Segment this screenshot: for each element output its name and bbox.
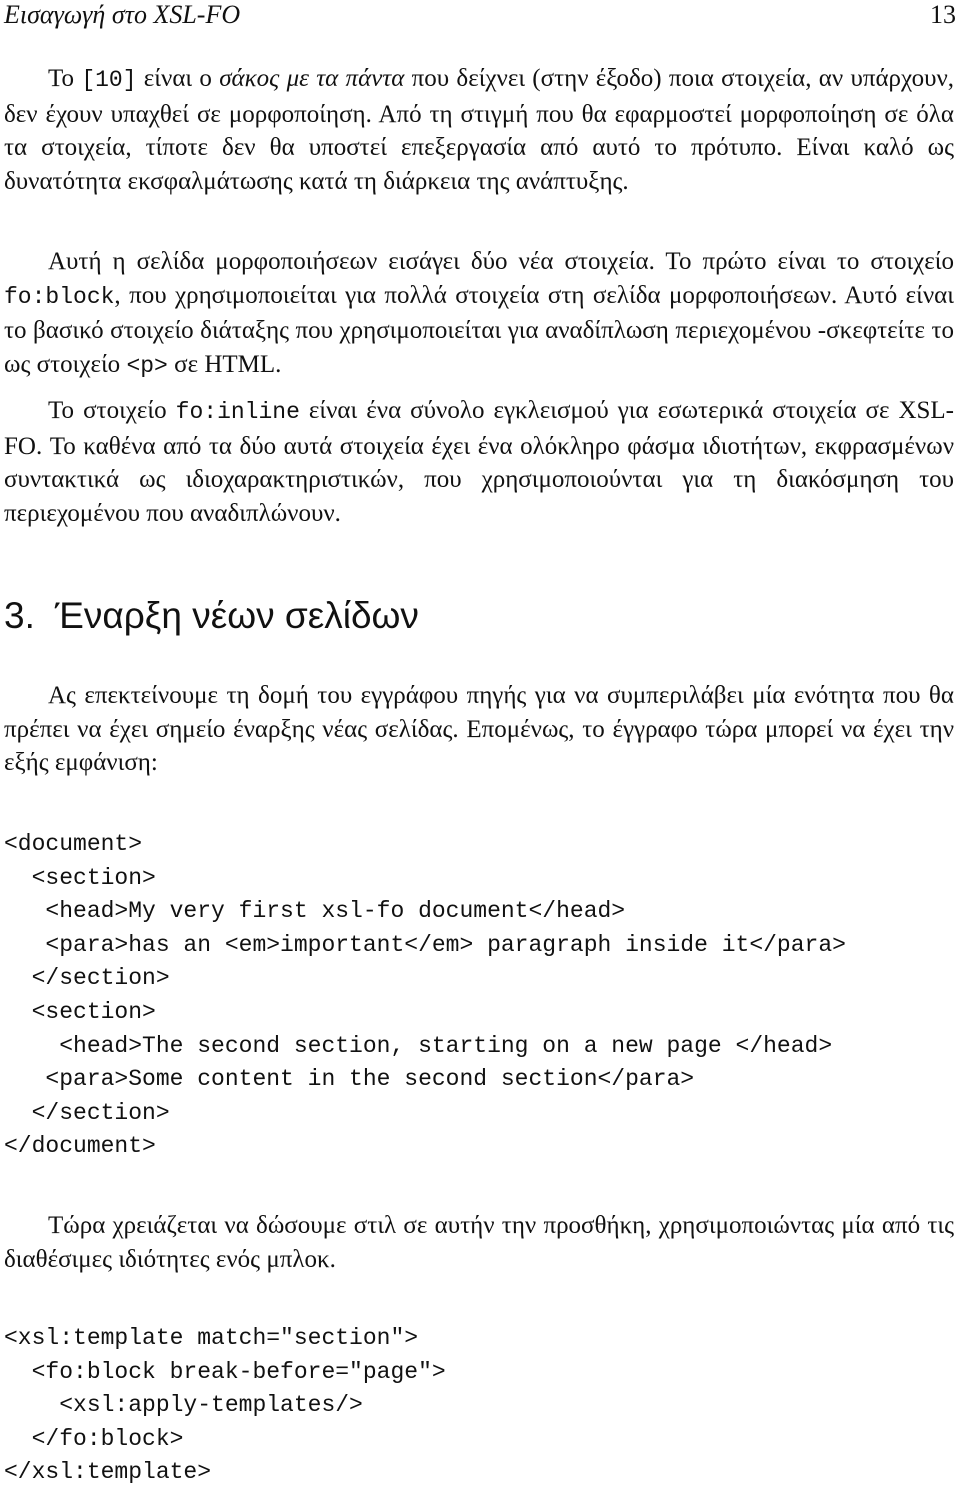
- paragraph-text: είναι ένα σύνολο εγκλεισμού για εσωτερικά στοιχεία σε XSL-FO. Το καθένα από τα δύο αυτά στοιχεία έχει ένα ολόκληρο φάσμα ιδιοτήτων, εκφρασμένων συντακτικά ως ιδιοχαρακτηριστικών, που χρησιμοποιούνται για τη διακόσμηση του περιεχομένου που αναδιπλώνουν.: [4, 397, 955, 528]
- paragraph-fo-block: [4, 245, 954, 384]
- code-line: <para>has an <em>important</em> paragraph inside it</para>: [4, 931, 846, 958]
- paragraph-text: Το: [48, 65, 82, 92]
- section-number: 3.: [4, 595, 35, 636]
- paragraph-text: που δείχνει (στην έξοδο) ποια στοιχεία, αν υπάρχουν, δεν έχουν υπαχθεί σε μορφοποίηση. Από τη στιγμή που θα εφαρμοστεί μορφοποίηση σε όλα τα στοιχεία, τίποτε δεν θα υποστεί επεξεργασία από αυτό το πρότυπο. Είναι καλό ως δυνατότητα εκσφαλμάτωσης κατά τη διάρκεια της ανάπτυξης.: [4, 65, 954, 196]
- paragraph-text: Αυτή η σελίδα μορφοποιήσεων εισάγει δύο νέα στοιχεία. Το πρώτο είναι το στοιχείο: [48, 248, 954, 275]
- code-line: <section>: [4, 864, 156, 891]
- code-line: </fo:block>: [4, 1425, 184, 1452]
- code-line: <head>My very first xsl-fo document</head>: [4, 898, 626, 925]
- header-title: Εισαγωγή στο XSL-FO: [4, 0, 241, 29]
- code-line: <section>: [4, 998, 156, 1025]
- inline-code-fo-inline: fo:inline: [175, 399, 300, 425]
- code-line: </xsl:template>: [4, 1459, 212, 1486]
- code-line: <document>: [4, 831, 143, 857]
- running-header: [4, 0, 956, 34]
- paragraph-text: σε HTML.: [167, 351, 282, 379]
- paragraph-fo-inline: [4, 394, 954, 531]
- code-line: <fo:block break-before="page">: [4, 1358, 446, 1385]
- code-line: </section>: [4, 965, 170, 992]
- code-line: <xsl:template match="section">: [4, 1325, 419, 1351]
- inline-code-fo-block: fo:block: [4, 283, 115, 310]
- code-line: </document>: [4, 1133, 156, 1160]
- paragraph-text: είναι ο: [136, 65, 220, 92]
- section-title: Έναρξη νέων σελίδων: [54, 595, 419, 636]
- code-block-source-document: [4, 828, 846, 1164]
- page-number: 13: [930, 0, 956, 29]
- paragraph-style-addition: Τώρα χρειάζεται να δώσουμε στιλ σε αυτήν την προσθήκη, χρησιμοποιώντας μία από τις διαθέσιμες ιδιότητες ενός μπλοκ.: [4, 1212, 954, 1273]
- code-line: <para>Some content in the second section</para>: [4, 1066, 695, 1093]
- paragraph-catch-all-template: [4, 62, 954, 199]
- code-block-xsl-template: [4, 1322, 446, 1490]
- paragraph-source-document-intro: Ας επεκτείνουμε τη δομή του εγγράφου πηγής για να συμπεριλάβει μία ενότητα που θα πρέπει να έχει σημείο έναρξης νέας σελίδας. Επομένως, το έγγραφο τώρα μπορεί να έχει την εξής εμφάνιση:: [4, 682, 954, 777]
- code-line: <head>The second section, starting on a new page </head>: [4, 1032, 833, 1059]
- section-heading: [4, 592, 419, 640]
- code-line: </section>: [4, 1099, 170, 1126]
- paragraph-text: Το στοιχείο: [48, 397, 176, 424]
- inline-code-p-tag: <p>: [126, 353, 168, 380]
- emphasized-term: σάκος με τα πάντα: [219, 65, 405, 92]
- template-reference: [10]: [81, 67, 137, 93]
- paragraph-text: , που χρησιμοποιείται για πολλά στοιχεία στη σελίδα μορφοποιήσεων. Αυτό είναι το βασικό στοιχείο διάταξης που χρησιμοποιείται για αναδίπλωση περιεχομένου -σκεφτείτε το ως στοιχείο: [4, 281, 954, 379]
- code-line: <xsl:apply-templates/>: [4, 1392, 363, 1419]
